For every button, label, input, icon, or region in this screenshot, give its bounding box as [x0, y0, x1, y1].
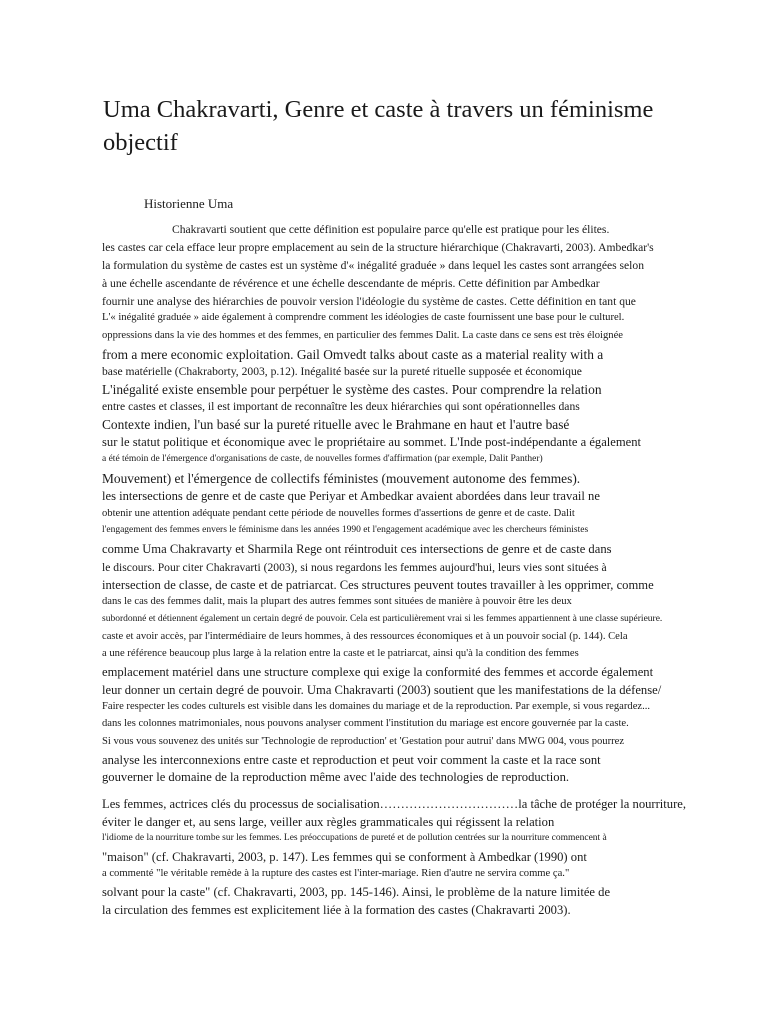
body-line: Mouvement) et l'émergence de collectifs féministes (mouvement autonome des femmes).: [102, 471, 581, 486]
body-line: intersection de classe, de caste et de patriarcat. Ces structures peuvent toutes travailler à les opprimer, comme: [102, 578, 654, 592]
body-line: a commenté "le véritable remède à la rupture des castes est l'inter-mariage. Rien d'autre ne servira comme ça.": [102, 868, 570, 879]
body-line: oppressions dans la vie des hommes et des femmes, en particulier des femmes Dalit. La caste dans ce sens est très éloignée: [102, 330, 623, 341]
body-line: emplacement matériel dans une structure complexe qui exige la conformité des femmes et accorde également: [102, 665, 654, 679]
body-line: Contexte indien, l'un basé sur la pureté rituelle avec le Brahmane en haut et l'autre basé: [102, 417, 570, 432]
document-subhead: Historienne Uma: [144, 196, 234, 211]
body-line: Faire respecter les codes culturels est visible dans les domaines du mariage et de la reproduction. Par exemple, si vous regardez...: [102, 701, 651, 712]
body-line: fournir une analyse des hiérarchies de pouvoir version l'idéologie du système de castes. Cette définition en tant que: [102, 295, 636, 308]
body-line: gouverner le domaine de la reproduction même avec l'aide des technologies de reproduction.: [102, 770, 570, 784]
body-line: entre castes et classes, il est important de reconnaître les deux hiérarchies qui sont opérationnelles dans: [102, 400, 580, 413]
body-line: à une échelle ascendante de révérence et une échelle descendante de mépris. Cette définition par Ambedkar: [102, 277, 600, 290]
body-line: caste et avoir accès, par l'intermédiaire de leurs hommes, à des ressources économiques et à un pouvoir social (p. 144). Cela: [102, 631, 628, 642]
body-line: le discours. Pour citer Chakravarti (2003), si nous regardons les femmes aujourd'hui, leurs vies sont situées à: [102, 561, 607, 574]
body-line: éviter le danger et, au sens large, veiller aux règles grammaticales qui régissent la relation: [102, 815, 555, 829]
body-line: la circulation des femmes est explicitement liée à la formation des castes (Chakravarti 2003).: [102, 903, 571, 917]
body-line: comme Uma Chakravarty et Sharmila Rege ont réintroduit ces intersections de genre et de caste dans: [102, 542, 612, 556]
body-line: solvant pour la caste" (cf. Chakravarti, 2003, pp. 145-146). Ainsi, le problème de la nature limitée de: [102, 885, 611, 899]
body-line: dans le cas des femmes dalit, mais la plupart des autres femmes sont situées de manière à pouvoir être les deux: [102, 596, 572, 607]
document-title: Uma Chakravarti, Genre et caste à travers un féminisme objectif: [103, 96, 654, 156]
body-line: base matérielle (Chakraborty, 2003, p.12). Inégalité basée sur la pureté rituelle supposée et économique: [102, 365, 582, 378]
body-line: Les femmes, actrices clés du processus de socialisation……………………………la tâche de protéger la nourriture,: [102, 797, 687, 811]
body-line: a été témoin de l'émergence d'organisations de caste, de nouvelles formes d'affirmation (par exemple, Dalit Panther): [102, 454, 543, 464]
body-line: obtenir une attention adéquate pendant cette période de nouvelles formes d'assertions de genre et de caste. Dalit: [102, 508, 575, 519]
body-line: "maison" (cf. Chakravarti, 2003, p. 147). Les femmes qui se conforment à Ambedkar (1990) ont: [102, 850, 587, 864]
body-line: les intersections de genre et de caste que Periyar et Ambedkar avaient abordées dans leur travail ne: [102, 489, 600, 503]
body-line: analyse les interconnexions entre caste et reproduction et peut voir comment la caste et la race sont: [102, 753, 601, 767]
body-line: Si vous vous souvenez des unités sur 'Technologie de reproduction' et 'Gestation pour autrui' dans MWG 004, vous pourrez: [102, 736, 625, 747]
body-line: l'idiome de la nourriture tombe sur les femmes. Les préoccupations de pureté et de pollution centrées sur la nourriture commencent à: [102, 833, 607, 843]
body-line: L'inégalité existe ensemble pour perpétuer le système des castes. Pour comprendre la relation: [102, 382, 602, 397]
body-line: leur donner un certain degré de pouvoir. Uma Chakravarti (2003) soutient que les manifestations de la défense/: [102, 683, 662, 697]
body-line: dans les colonnes matrimoniales, nous pouvons analyser comment l'institution du mariage est encore gouvernée par la caste.: [102, 718, 629, 729]
body-line: subordonné et détiennent également un certain degré de pouvoir. Cela est particulièrement vrai si les femmes appartiennent à une classe supérieure.: [102, 614, 663, 624]
body-line: from a mere economic exploitation. Gail Omvedt talks about caste as a material reality with a: [102, 347, 604, 362]
body-line: l'engagement des femmes envers le féminisme dans les années 1990 et l'engagement académique avec les chercheurs féministes: [102, 525, 589, 535]
body-line: les castes car cela efface leur propre emplacement au sein de la structure hiérarchique (Chakravarti, 2003). Ambedkar's: [102, 241, 654, 254]
body-line: Chakravarti soutient que cette définition est populaire parce qu'elle est pratique pour les élites.: [172, 223, 610, 236]
body-line: L'« inégalité graduée » aide également à comprendre comment les idéologies de caste fournissent une base pour le culturel.: [102, 312, 625, 323]
body-line: a une référence beaucoup plus large à la relation entre la caste et le patriarcat, ainsi qu'à la condition des femmes: [102, 648, 579, 659]
body-line: sur le statut politique et économique avec le propriétaire au sommet. L'Inde post-indépendante a également: [102, 435, 642, 449]
body-line: la formulation du système de castes est un système d'« inégalité graduée » dans lequel les castes sont arrangées selon: [102, 259, 645, 272]
